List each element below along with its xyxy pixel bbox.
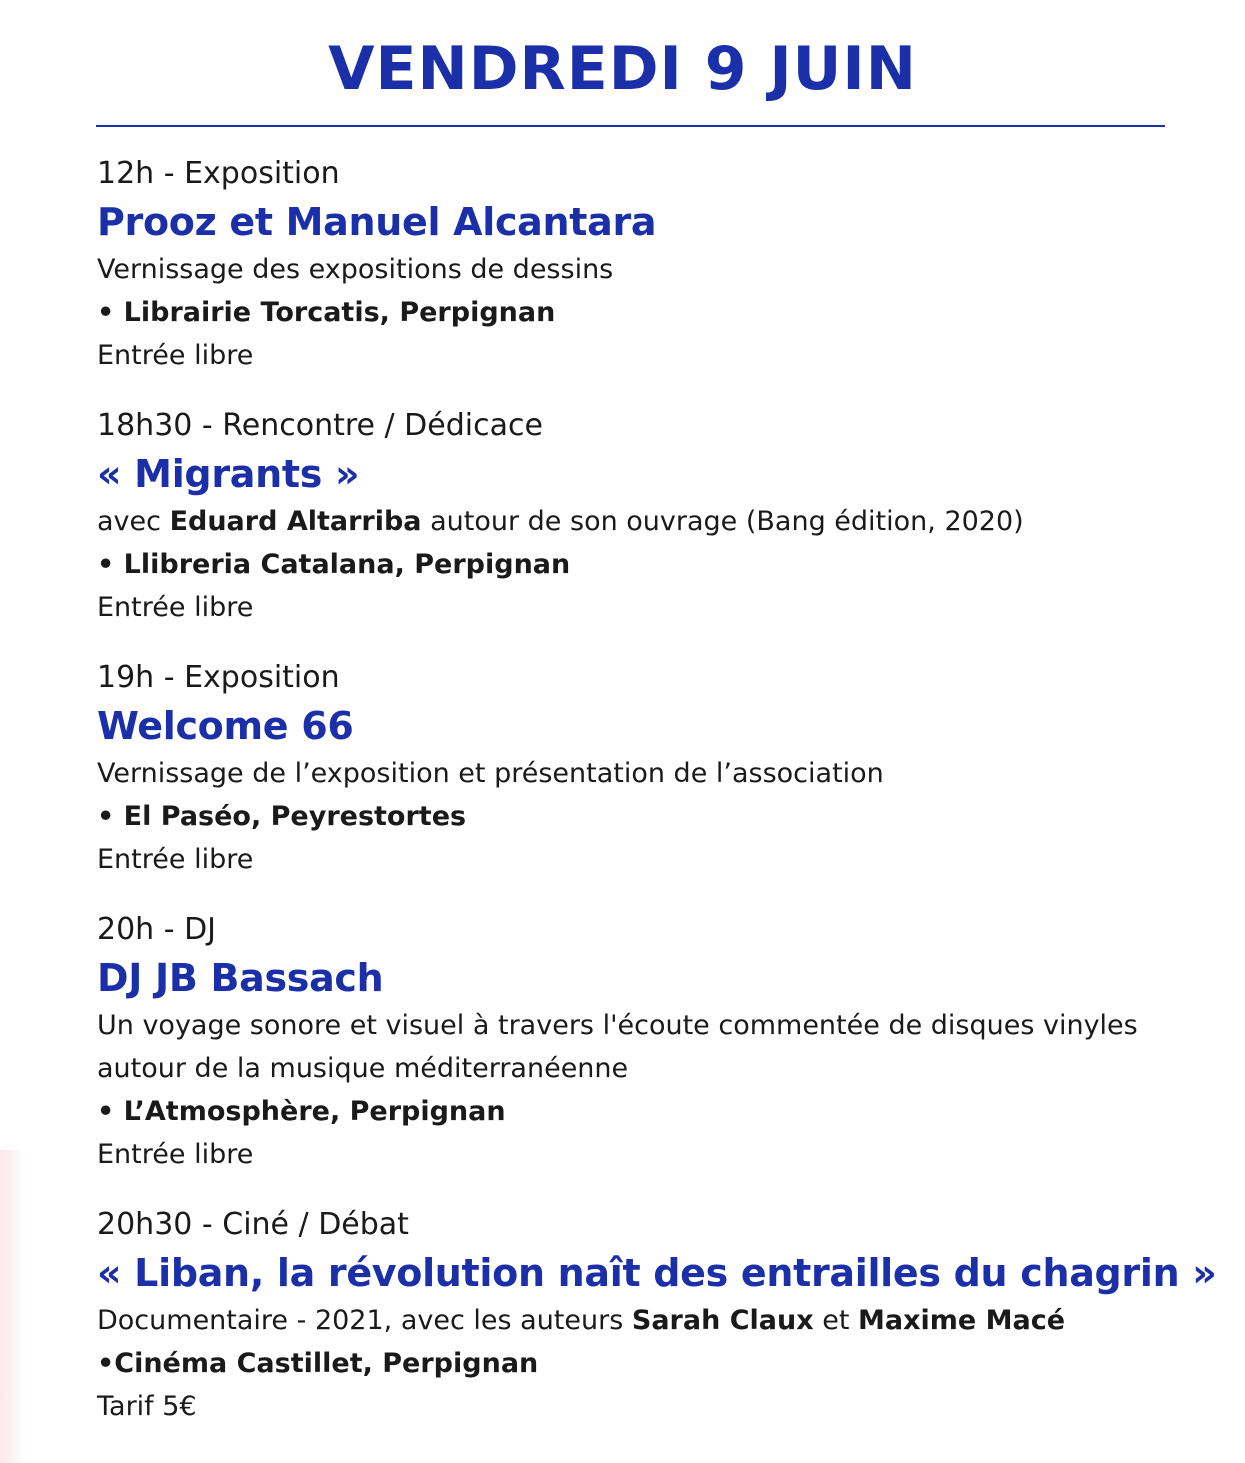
- event-time-type: 20h30 - Ciné / Débat: [97, 1207, 409, 1242]
- event-item: [97, 656, 1207, 881]
- event-time-type: 12h - Exposition: [97, 156, 340, 191]
- event-time-type: 18h30 - Rencontre / Dédicace: [97, 408, 543, 443]
- event-price: Tarif 5€: [97, 1391, 197, 1422]
- event-description: [97, 1299, 1207, 1342]
- event-item: [97, 1203, 1217, 1428]
- event-venue: • L’Atmosphère, Perpignan: [97, 1096, 506, 1127]
- event-time-type: 19h - Exposition: [97, 660, 340, 695]
- event-title: Welcome 66: [97, 704, 354, 748]
- event-item: [97, 908, 1207, 1176]
- author-name: Eduard Altarriba: [169, 506, 422, 537]
- author-name: Maxime Macé: [858, 1305, 1066, 1336]
- event-list: [97, 152, 1217, 1428]
- description-text: et: [813, 1305, 858, 1336]
- page-title: VENDREDI 9 JUIN: [328, 34, 917, 104]
- event-item: [97, 404, 1207, 629]
- event-venue: •Cinéma Castillet, Perpignan: [97, 1348, 539, 1379]
- description-text: avec: [97, 506, 170, 537]
- event-price: Entrée libre: [97, 1139, 254, 1170]
- author-name: Sarah Claux: [631, 1305, 814, 1336]
- event-item: [97, 152, 1207, 377]
- event-venue: • Librairie Torcatis, Perpignan: [97, 297, 556, 328]
- description-text: Documentaire - 2021, avec les auteurs: [97, 1305, 632, 1336]
- event-description: Vernissage de l’exposition et présentation de l’association: [97, 758, 884, 789]
- event-venue: • Llibreria Catalana, Perpignan: [97, 549, 571, 580]
- event-venue: • El Paséo, Peyrestortes: [97, 801, 467, 832]
- description-text: autour de son ouvrage (Bang édition, 2020): [421, 506, 1024, 537]
- event-price: Entrée libre: [97, 340, 254, 371]
- event-time-type: 20h - DJ: [97, 912, 217, 947]
- event-title: DJ JB Bassach: [97, 956, 384, 1000]
- event-description: Vernissage des expositions de dessins: [97, 254, 614, 285]
- event-price: Entrée libre: [97, 592, 254, 623]
- event-title: « Migrants »: [97, 452, 360, 496]
- event-title: Prooz et Manuel Alcantara: [97, 200, 657, 244]
- event-description: [97, 500, 1207, 543]
- title-divider: [96, 125, 1165, 127]
- event-description: Un voyage sonore et visuel à travers l'écoute commentée de disques vinyles autour de la musique méditerranéenne: [97, 1010, 1138, 1084]
- page-edge-tint: [0, 1150, 26, 1463]
- event-title: « Liban, la révolution naît des entrailles du chagrin »: [97, 1251, 1217, 1295]
- event-price: Entrée libre: [97, 844, 254, 875]
